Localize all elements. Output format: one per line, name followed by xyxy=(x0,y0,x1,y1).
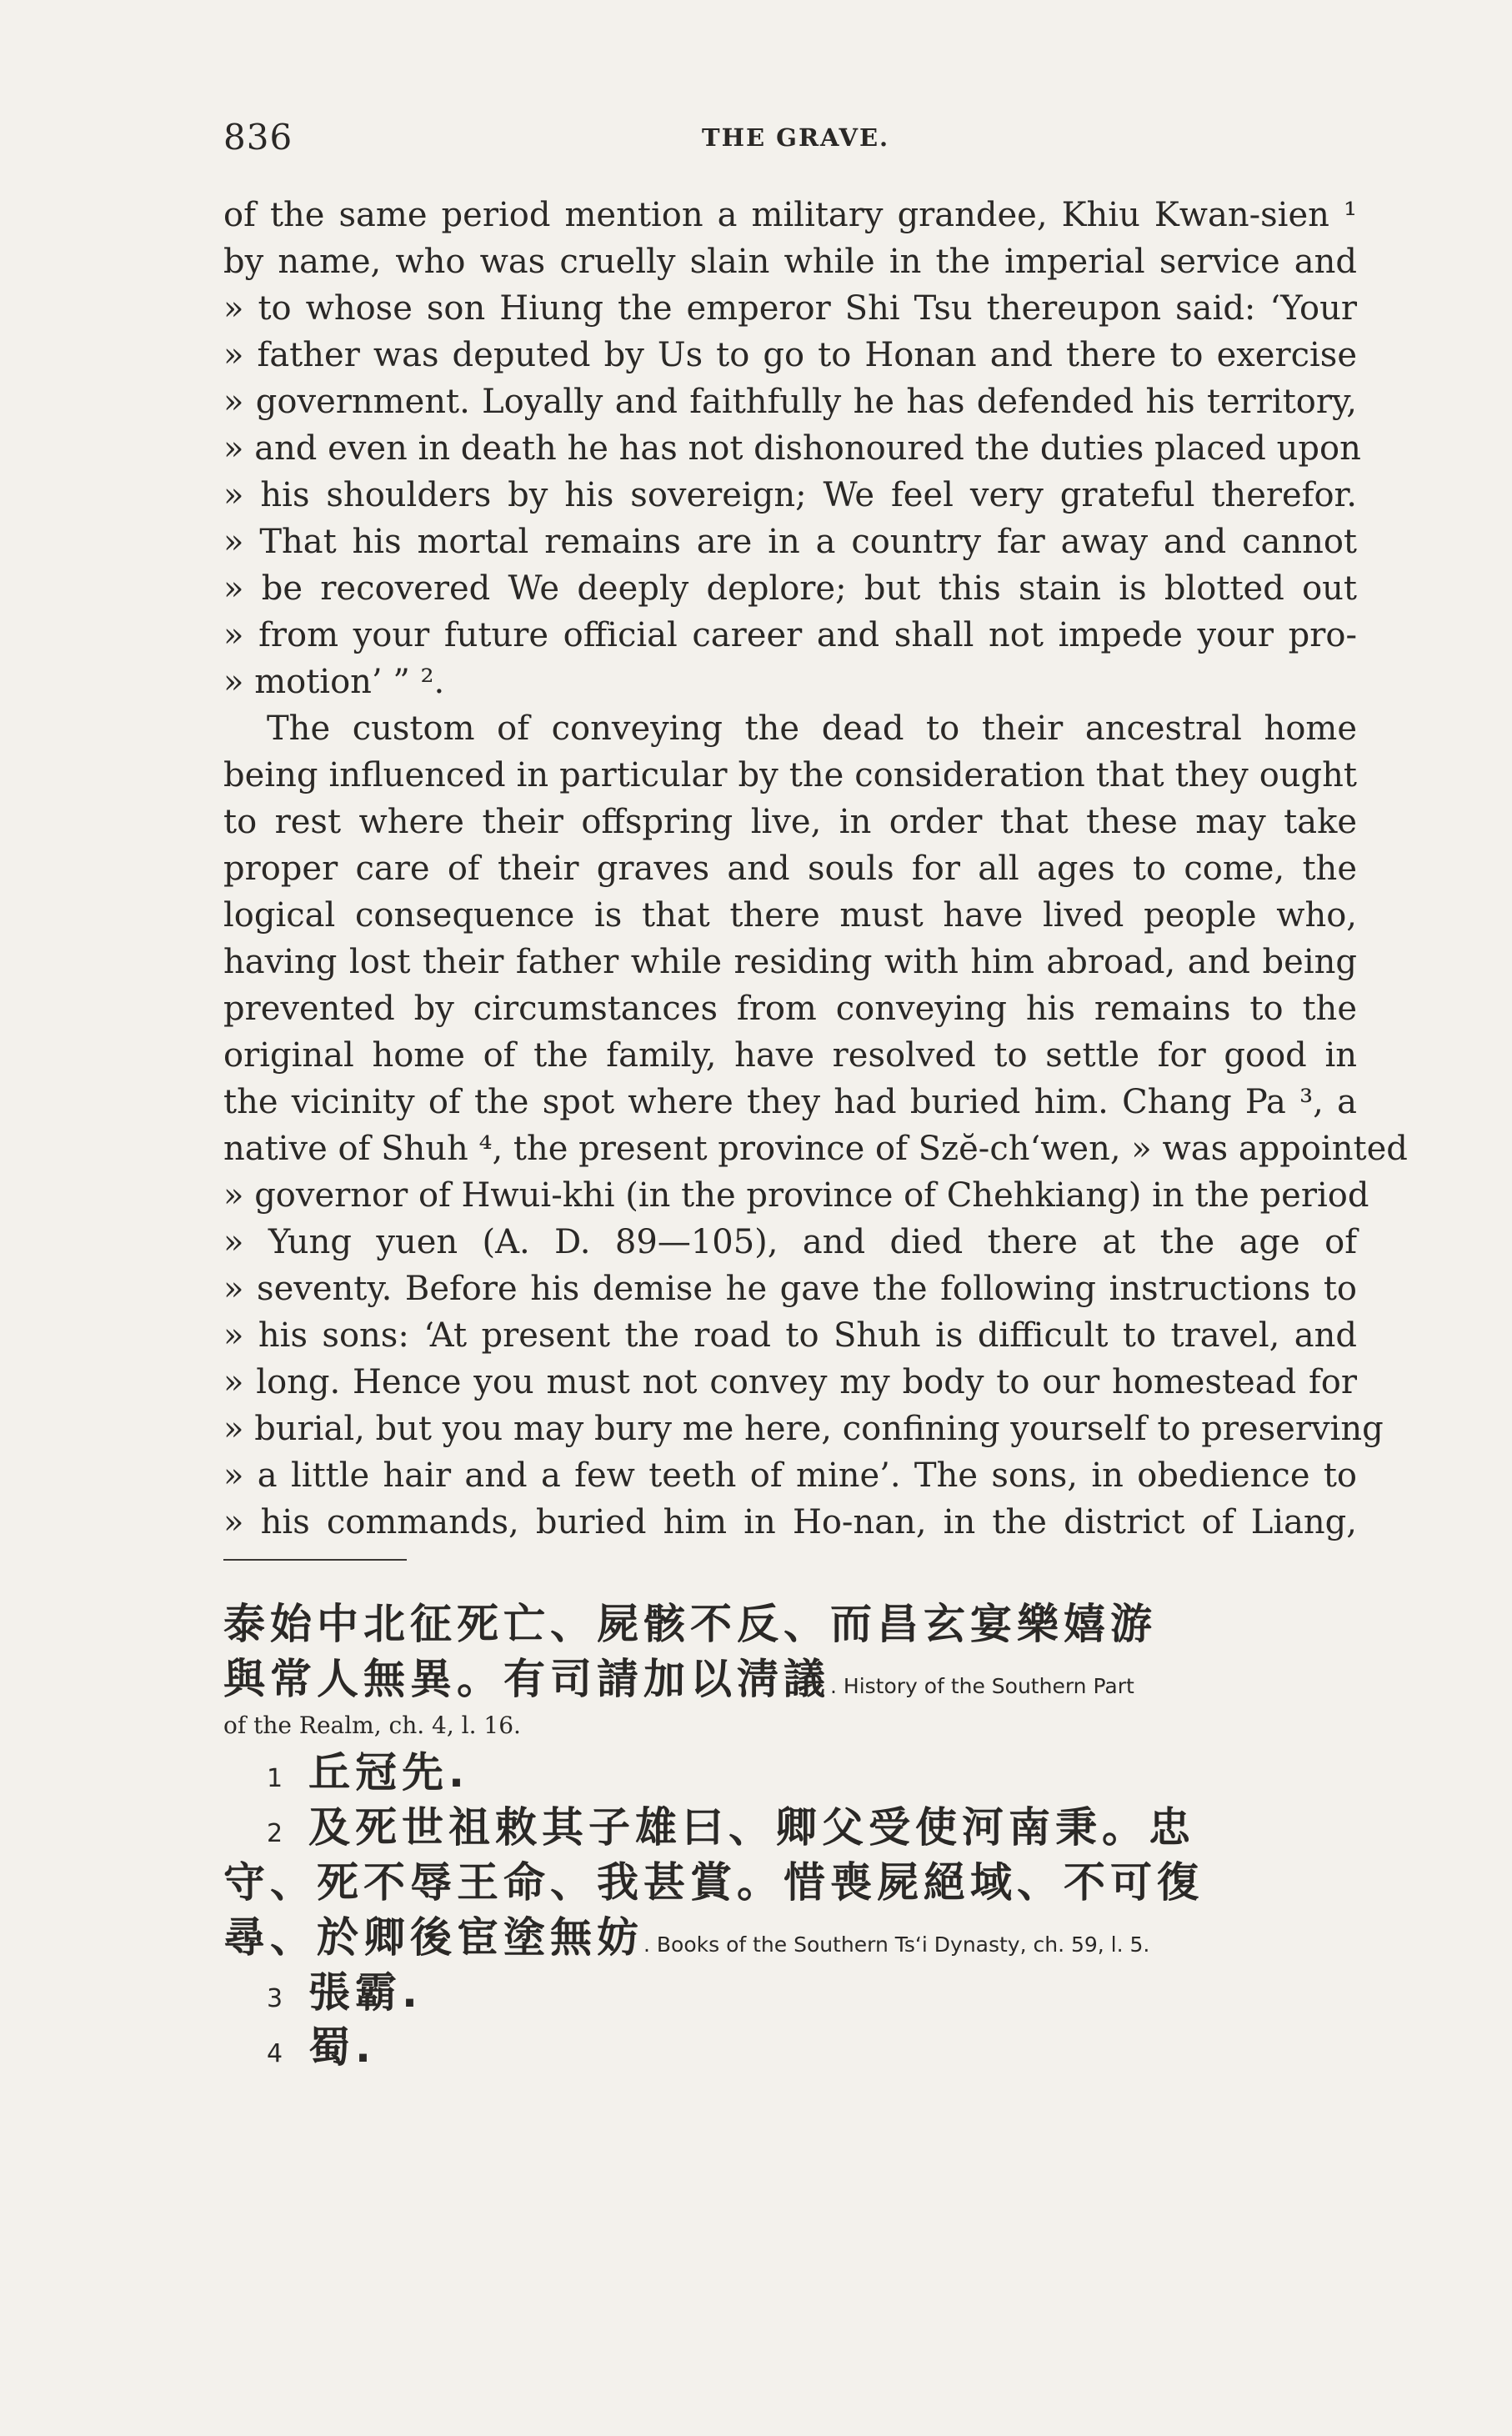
footnote-4 xyxy=(223,2020,1357,2075)
footnote-number: 3 xyxy=(267,1984,283,2013)
footnote-source: . History of the Southern Part xyxy=(830,1674,1134,1698)
body-line: » long. Hence you must not convey my body to our homestead for xyxy=(223,1363,1357,1401)
footnote-cjk-line xyxy=(223,1910,1357,1965)
body-line: logical consequence is that there must have lived people who, xyxy=(223,896,1357,935)
body-line: being influenced in particular by the consideration that they ought xyxy=(223,756,1357,794)
body-line: proper care of their graves and souls for all ages to come, the xyxy=(223,850,1357,888)
body-line: » a little hair and a few teeth of mine’. The sons, in obedience to xyxy=(223,1456,1357,1495)
footnotes xyxy=(223,1596,1357,2075)
footnote-cjk-text: 蜀. xyxy=(308,2023,376,2072)
footnote-number: 4 xyxy=(267,2039,283,2068)
page-number: 836 xyxy=(223,117,293,158)
body-line: having lost their father while residing with him abroad, and being xyxy=(223,943,1357,981)
body-line: to rest where their offspring live, in order that these may take xyxy=(223,803,1357,841)
body-line: » be recovered We deeply deplore; but this stain is blotted out xyxy=(223,569,1357,608)
body-line: original home of the family, have resolved to settle for good in xyxy=(223,1036,1357,1075)
body-line: by name, who was cruelly slain while in the imperial service and xyxy=(223,243,1357,281)
footnote-source: . Books of the Southern Tsʻi Dynasty, ch. 59, l. 5. xyxy=(643,1932,1150,1957)
body-line: » governor of Hwui-khi (in the province of Chehkiang) in the period xyxy=(223,1176,1369,1215)
footnote-1 xyxy=(223,1745,1357,1800)
footnote-cjk-text: 丘冠先. xyxy=(308,1748,469,1797)
footnote-cjk-text: 張霸. xyxy=(308,1968,423,2017)
body-line: » Yung yuen (A. D. 89—105), and died there at the age of xyxy=(223,1223,1357,1261)
body-line: » his commands, buried him in Ho-nan, in the district of Liang, xyxy=(223,1503,1357,1541)
footnote-3 xyxy=(223,1965,1357,2020)
page-header xyxy=(223,117,1357,167)
body-line: prevented by circumstances from conveying his remains to the xyxy=(223,990,1357,1028)
body-text xyxy=(223,192,1408,1546)
running-title: THE GRAVE. xyxy=(702,123,890,152)
footnote-cjk-text: 及死世祖敕其子雄曰、卿父受使河南秉。忠 xyxy=(308,1803,1195,1852)
footnote-number: 2 xyxy=(267,1819,283,1848)
footnote-cjk-line: 守、死不辱王命、我甚賞。惜喪屍絕域、不可復 xyxy=(223,1858,1204,1907)
paragraph-start-line: The custom of conveying the dead to their ancestral home xyxy=(267,709,1357,748)
footnote-2 xyxy=(223,1800,1357,1855)
body-line: » burial, but you may bury me here, confining yourself to preserving xyxy=(223,1410,1384,1448)
footnote-cjk-line: 泰始中北征死亡、屍骸不反、而昌玄宴樂嬉游 xyxy=(223,1600,1157,1648)
body-line: of the same period mention a military grandee, Khiu Kwan-sien ¹ xyxy=(223,196,1357,234)
footnote-source-continued: of the Realm, ch. 4, l. 16. xyxy=(223,1712,521,1739)
body-line: » his shoulders by his sovereign; We feel very grateful therefor. xyxy=(223,476,1357,514)
footnote-cjk-line xyxy=(223,1652,1357,1707)
footnote-cjk-text: 尋、於卿後宦塗無妨 xyxy=(223,1913,643,1962)
body-line: native of Shuh ⁴, the present province of Szĕ-chʻwen, » was appointed xyxy=(223,1130,1408,1168)
body-line: » to whose son Hiung the emperor Shi Tsu thereupon said: ‘Your xyxy=(223,289,1357,328)
footnote-number: 1 xyxy=(267,1764,283,1793)
body-line: » his sons: ‘At present the road to Shuh is difficult to travel, and xyxy=(223,1316,1357,1355)
body-line: » seventy. Before his demise he gave the following instructions to xyxy=(223,1270,1357,1308)
footnote-cjk-text: 與常人無異。有司請加以淸議 xyxy=(223,1655,830,1703)
body-line: » motion’ ” ². xyxy=(223,663,445,701)
body-line: the vicinity of the spot where they had buried him. Chang Pa ³, a xyxy=(223,1083,1357,1121)
body-line: » government. Loyally and faithfully he has defended his territory, xyxy=(223,383,1357,421)
body-line: » and even in death he has not dishonoured the duties placed upon xyxy=(223,429,1361,468)
footnote-divider xyxy=(223,1559,407,1561)
body-line: » from your future official career and shall not impede your pro- xyxy=(223,616,1357,654)
body-line: » father was deputed by Us to go to Honan and there to exercise xyxy=(223,336,1357,374)
body-line: » That his mortal remains are in a country far away and cannot xyxy=(223,523,1357,561)
